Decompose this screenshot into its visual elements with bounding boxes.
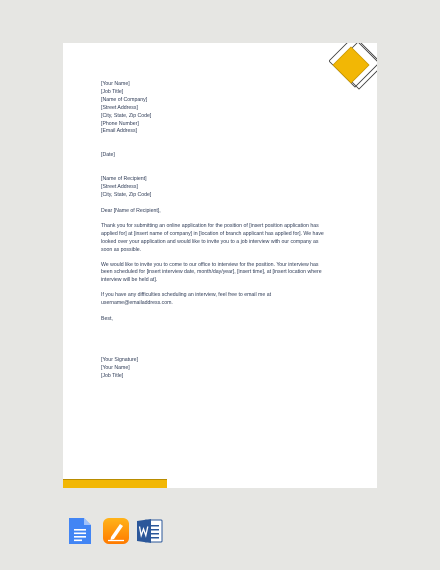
paragraph-3 [101, 292, 337, 308]
sender-company: [Name of Company] [101, 96, 148, 103]
paragraph-1-line: looked over your application and would like to invite you to a job interview with our company as [101, 238, 319, 245]
paragraph-1-line: soon as possible. [101, 246, 142, 253]
google-docs-icon[interactable] [67, 518, 93, 544]
sender-city: [City, State, Zip Code] [101, 112, 152, 119]
letter-body [101, 81, 337, 381]
paragraph-2-line: been scheduled for [insert interview date, month/day/year], [insert time], at [insert location where [101, 269, 322, 276]
paragraph-3-line: If you have any difficulties scheduling an interview, feel free to email me at [101, 292, 272, 299]
footer-accent-bar [63, 479, 167, 488]
letter-date: [Date] [101, 152, 115, 159]
paragraph-1-line: Thank you for submitting an online application for the position of [insert position application has [101, 222, 319, 229]
recipient-block [101, 176, 337, 200]
sender-job-title: [Job Title] [101, 88, 124, 95]
microsoft-word-icon[interactable] [137, 518, 163, 544]
sender-name: [Your Name] [101, 81, 130, 87]
salutation: Dear [Name of Recipient], [101, 207, 161, 214]
letter-page [63, 43, 377, 488]
paragraph-2-line: We would like to invite you to come to our office to interview for the position. Your interview has [101, 261, 319, 268]
paragraph-2-line: interview will be held at]. [101, 277, 158, 284]
paragraph-1-line: applied for] at [insert name of company] in [location of branch applicant has applied for]. We have [101, 230, 324, 237]
sender-email: [Email Address] [101, 128, 138, 135]
paragraph-1 [101, 223, 337, 255]
signature-job-title: [Job Title] [101, 372, 124, 379]
paragraph-2 [101, 262, 337, 286]
sender-phone: [Phone Number] [101, 120, 139, 127]
signature-name: [Your Name] [101, 364, 130, 371]
format-icons [67, 518, 167, 544]
recipient-name: [Name of Recipient] [101, 176, 147, 183]
signature: [Your Signature] [101, 356, 139, 363]
recipient-street: [Street Address] [101, 184, 138, 191]
apple-pages-icon[interactable] [103, 518, 129, 544]
signature-block [101, 357, 337, 381]
sender-street: [Street Address] [101, 104, 138, 111]
recipient-city: [City, State, Zip Code] [101, 192, 152, 199]
sender-block [101, 81, 337, 136]
paragraph-3-line: username@emailaddress.com. [101, 300, 173, 307]
closing: Best, [101, 316, 113, 323]
